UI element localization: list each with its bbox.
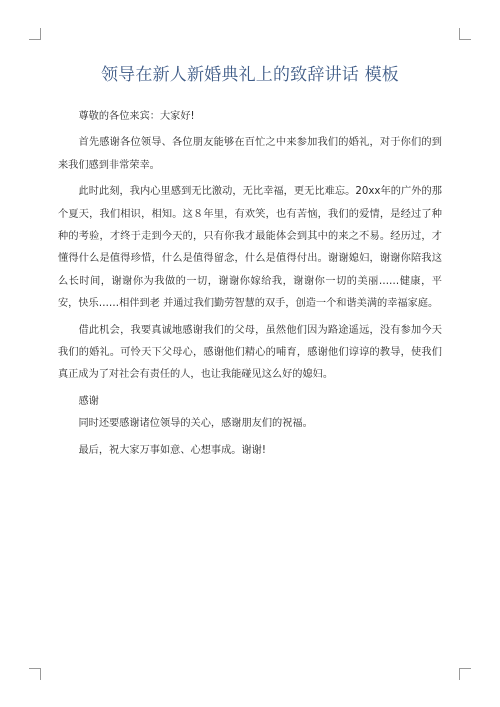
paragraph-thanks-guests: 首先感谢各位领导、各位朋友能够在百忙之中来参加我们的婚礼，对于你们的到来我们感到非常荣幸。	[58, 137, 442, 171]
crop-mark-top-left	[29, 28, 41, 40]
paragraph-closing: 最后，祝大家万事如意、心想事成。谢谢!	[78, 444, 266, 456]
document-body	[58, 106, 442, 462]
crop-mark-bottom-right	[459, 668, 471, 680]
paragraph-greeting: 尊敬的各位来宾：大家好!	[78, 111, 195, 122]
paragraph-thanks-parents: 借此机会，我要真诚地感谢我们的父母，虽然他们因为路途遥远，没有参加今天我们的婚礼。可怜天下父母心，感谢他们精心的哺育，感谢他们谆谆的教导，使我们真正成为了对社会有责任的人，也让我能碰见这么好的媳妇。	[58, 324, 442, 381]
paragraph-thanks-short: 感谢	[78, 395, 99, 407]
crop-mark-top-right	[459, 28, 471, 40]
paragraph-thanks-leaders: 同时还要感谢诸位领导的关心，感谢朋友们的祝福。	[78, 418, 313, 430]
crop-mark-bottom-left	[29, 668, 41, 680]
paragraph-love-story: 此时此刻，我内心里感到无比激动，无比幸福，更无比难忘。20xx年的广外的那个夏天，我们相识，相知。这８年里，有欢笑，也有苦恼，我们的爱情，是经过了种种的考验，才终于走到今天的，只有你我才最能体会到其中的来之不易。经历过，才懂得什么是值得珍惜，什么是值得留念，什么是值得付出。谢谢媳妇，谢谢你陪我这么长时间，谢谢你为我做的一切，谢谢你嫁给我，谢谢你一切的美丽……健康，平安，快乐……相伴到老 并通过我们勤劳智慧的双手，创造一个和谐美满的幸福家庭。	[58, 186, 442, 310]
document-title: 领导在新人新婚典礼上的致辞讲话 模板	[100, 65, 399, 85]
